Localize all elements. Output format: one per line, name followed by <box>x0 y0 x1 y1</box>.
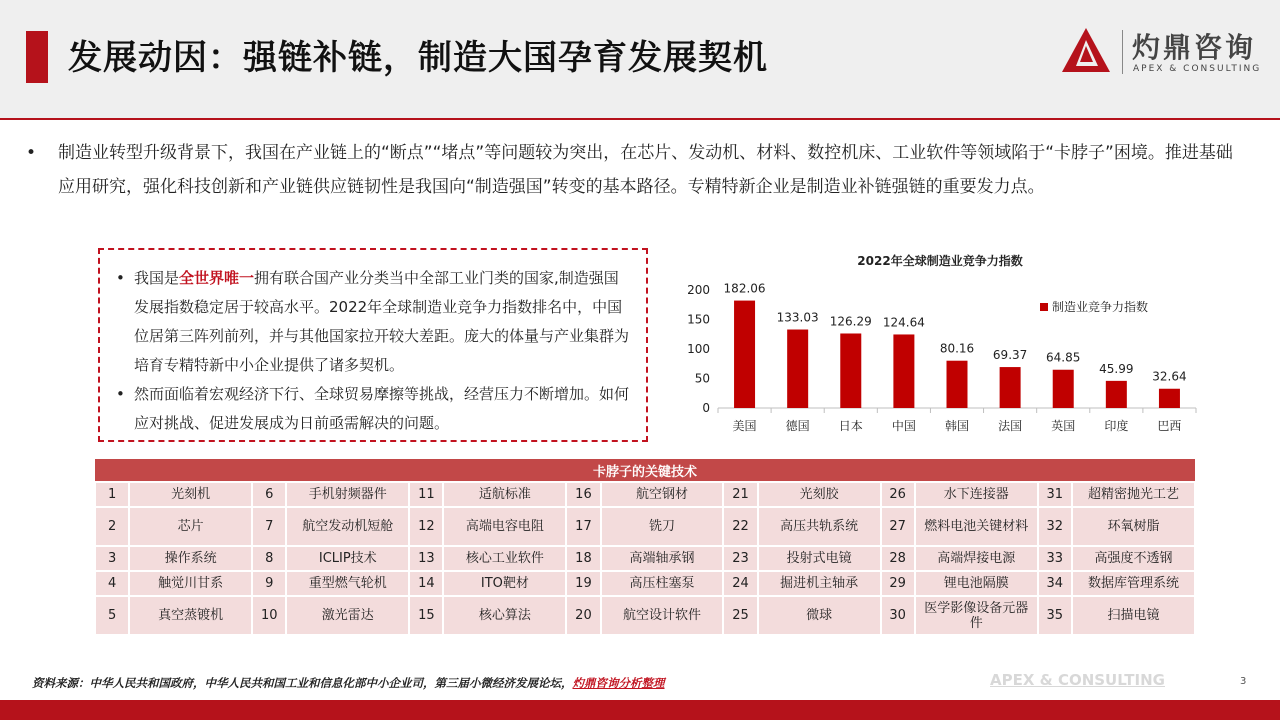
tech-index-cell: 22 <box>723 507 757 546</box>
table-row <box>95 507 1195 546</box>
logo-divider <box>1122 30 1123 74</box>
y-tick-label: 150 <box>687 312 710 327</box>
tech-name-cell: 适航标准 <box>443 482 566 507</box>
tech-name-cell: 燃料电池关键材料 <box>915 507 1038 546</box>
tech-index-cell: 13 <box>409 546 443 571</box>
tech-index-cell: 26 <box>881 482 915 507</box>
title-accent-bar <box>26 31 48 83</box>
intro-text: 制造业转型升级背景下，我国在产业链上的“断点”“堵点”等问题较为突出，在芯片、发动机、材料、数控机床、工业软件等领域陷于“卡脖子”困境。推进基础应用研究，强化科技创新和产业链供应链韧性是我国向“制造强国”转变的基本路径。专精特新企业是制造业补链强链的重要发力点。 <box>58 143 1233 197</box>
tech-index-cell: 1 <box>95 482 129 507</box>
legend-label: 制造业竞争力指数 <box>1052 300 1149 314</box>
competitiveness-chart <box>678 246 1208 442</box>
x-tick-label: 巴西 <box>1157 419 1182 433</box>
tech-index-cell: 19 <box>566 571 600 596</box>
tech-index-cell: 6 <box>252 482 286 507</box>
tech-index-cell: 12 <box>409 507 443 546</box>
logo-english-name: APEX & CONSULTING <box>1133 64 1262 74</box>
box-item-1 <box>116 264 632 380</box>
tech-index-cell: 35 <box>1038 596 1072 635</box>
tech-name-cell: 扫描电镜 <box>1072 596 1195 635</box>
y-tick-label: 50 <box>694 371 710 386</box>
tech-name-cell: 高强度不透钢 <box>1072 546 1195 571</box>
box-item-2 <box>116 380 632 438</box>
table-row <box>95 546 1195 571</box>
tech-name-cell: ITO靶材 <box>443 571 566 596</box>
tech-name-cell: 航空发动机短舱 <box>286 507 409 546</box>
tech-name-cell: 核心算法 <box>443 596 566 635</box>
tech-index-cell: 15 <box>409 596 443 635</box>
data-label: 80.16 <box>939 341 975 356</box>
table-row <box>95 482 1195 507</box>
source-text: 资料来源：中华人民共和国政府，中华人民共和国工业和信息化部中小企业司，第三届小微经济发展论坛， <box>32 676 573 690</box>
tech-name-cell: 投射式电镜 <box>758 546 881 571</box>
tech-name-cell: 铣刀 <box>601 507 724 546</box>
tech-index-cell: 30 <box>881 596 915 635</box>
tech-index-cell: 21 <box>723 482 757 507</box>
bar <box>947 361 968 408</box>
tech-index-cell: 3 <box>95 546 129 571</box>
table-row <box>95 571 1195 596</box>
tech-name-cell: 高压柱塞泵 <box>601 571 724 596</box>
table-title: 卡脖子的关键技术 <box>95 459 1195 482</box>
tech-name-cell: 重型燃气轮机 <box>286 571 409 596</box>
tech-name-cell: 激光雷达 <box>286 596 409 635</box>
page-number: 3 <box>1240 676 1247 687</box>
intro-bullet: • <box>26 143 37 163</box>
company-logo <box>1060 26 1270 78</box>
tech-name-cell: 芯片 <box>129 507 252 546</box>
tech-name-cell: 高压共轨系统 <box>758 507 881 546</box>
y-tick-label: 100 <box>687 342 710 356</box>
y-tick-label: 200 <box>687 283 710 297</box>
box-bullet: • <box>116 269 125 287</box>
y-tick-label: 0 <box>702 401 710 415</box>
tech-index-cell: 11 <box>409 482 443 507</box>
tech-name-cell: 核心工业软件 <box>443 546 566 571</box>
tech-name-cell: 环氧树脂 <box>1072 507 1195 546</box>
bar <box>787 330 808 408</box>
x-tick-label: 中国 <box>891 419 916 433</box>
data-label: 69.37 <box>992 348 1028 363</box>
tech-name-cell: 高端焊接电源 <box>915 546 1038 571</box>
data-label: 133.03 <box>776 310 819 325</box>
tech-index-cell: 18 <box>566 546 600 571</box>
bar <box>840 333 861 408</box>
tech-index-cell: 34 <box>1038 571 1072 596</box>
tech-name-cell: 高端轴承钢 <box>601 546 724 571</box>
tech-name-cell: 掘进机主轴承 <box>758 571 881 596</box>
tech-name-cell: 微球 <box>758 596 881 635</box>
header-band <box>0 0 1280 120</box>
source-note <box>32 675 665 691</box>
tech-name-cell: 医学影像设备元器件 <box>915 596 1038 635</box>
x-tick-label: 德国 <box>785 419 810 433</box>
logo-triangle-icon <box>1060 26 1112 74</box>
bar <box>893 334 914 408</box>
x-tick-label: 美国 <box>732 419 757 433</box>
bar <box>734 301 755 408</box>
tech-index-cell: 28 <box>881 546 915 571</box>
tech-name-cell: 光刻机 <box>129 482 252 507</box>
tech-name-cell: 航空钢材 <box>601 482 724 507</box>
key-tech-table <box>94 459 1196 636</box>
footer-bar <box>0 700 1280 720</box>
data-label: 182.06 <box>723 281 766 296</box>
tech-index-cell: 5 <box>95 596 129 635</box>
tech-index-cell: 20 <box>566 596 600 635</box>
tech-index-cell: 17 <box>566 507 600 546</box>
tech-index-cell: 9 <box>252 571 286 596</box>
tech-name-cell: 操作系统 <box>129 546 252 571</box>
tech-name-cell: 水下连接器 <box>915 482 1038 507</box>
footer-watermark: APEX & CONSULTING <box>990 671 1165 689</box>
source-link[interactable]: 灼鼎咨询分析整理 <box>572 676 665 690</box>
tech-name-cell: 触觉川甘系 <box>129 571 252 596</box>
tech-index-cell: 10 <box>252 596 286 635</box>
tech-index-cell: 33 <box>1038 546 1072 571</box>
tech-index-cell: 2 <box>95 507 129 546</box>
data-label: 126.29 <box>829 314 872 329</box>
tech-name-cell: 真空蒸镀机 <box>129 596 252 635</box>
tech-name-cell: 手机射频器件 <box>286 482 409 507</box>
tech-index-cell: 23 <box>723 546 757 571</box>
box-item-2-text: 然而面临着宏观经济下行、全球贸易摩擦等挑战，经营压力不断增加。如何应对挑战、促进发展成为日前亟需解决的问题。 <box>134 385 630 432</box>
page-title: 发展动因：强链补链，制造大国孕育发展契机 <box>68 38 768 78</box>
data-label: 32.64 <box>1152 369 1187 384</box>
bar <box>1106 381 1127 408</box>
tech-name-cell: ICLIP技术 <box>286 546 409 571</box>
bar <box>1159 389 1180 408</box>
tech-index-cell: 31 <box>1038 482 1072 507</box>
tech-index-cell: 4 <box>95 571 129 596</box>
data-label: 45.99 <box>1099 361 1134 376</box>
tech-index-cell: 27 <box>881 507 915 546</box>
x-tick-label: 法国 <box>998 419 1023 433</box>
tech-name-cell: 锂电池隔膜 <box>915 571 1038 596</box>
box-bullet: • <box>116 385 125 403</box>
logo-chinese-name: 灼鼎咨询 <box>1132 31 1257 64</box>
tech-index-cell: 24 <box>723 571 757 596</box>
bar <box>1053 370 1074 408</box>
x-tick-label: 英国 <box>1051 419 1076 433</box>
tech-index-cell: 25 <box>723 596 757 635</box>
tech-index-cell: 14 <box>409 571 443 596</box>
bar <box>1000 367 1021 408</box>
table-row <box>95 596 1195 635</box>
x-tick-label: 韩国 <box>944 419 970 433</box>
tech-index-cell: 29 <box>881 571 915 596</box>
x-tick-label: 印度 <box>1104 419 1129 433</box>
box-item-1-pre: 我国是 <box>134 269 180 287</box>
tech-index-cell: 8 <box>252 546 286 571</box>
data-label: 64.85 <box>1046 350 1081 365</box>
chart-title: 2022年全球制造业竞争力指数 <box>857 254 1023 268</box>
tech-index-cell: 7 <box>252 507 286 546</box>
box-item-1-highlight: 全世界唯一 <box>179 269 255 287</box>
highlight-box <box>98 248 648 442</box>
bar-chart-svg <box>678 246 1208 442</box>
intro-paragraph <box>26 136 1236 204</box>
tech-name-cell: 数据库管理系统 <box>1072 571 1195 596</box>
tech-name-cell: 光刻胶 <box>758 482 881 507</box>
box-item-1-post: 拥有联合国产业分类当中全部工业门类的国家,制造强国发展指数稳定居于较高水平。2022年全球制造业竞争力指数排名中，中国位居第三阵列前列，并与其他国家拉开较大差距。庞大的体量与产业集群为培育专精特新中小企业提供了诸多契机。 <box>134 269 630 374</box>
tech-index-cell: 32 <box>1038 507 1072 546</box>
data-label: 124.64 <box>882 315 925 330</box>
legend-swatch <box>1040 303 1048 311</box>
x-tick-label: 日本 <box>838 419 863 433</box>
tech-name-cell: 航空设计软件 <box>601 596 724 635</box>
tech-name-cell: 超精密抛光工艺 <box>1072 482 1195 507</box>
tech-name-cell: 高端电容电阻 <box>443 507 566 546</box>
tech-index-cell: 16 <box>566 482 600 507</box>
